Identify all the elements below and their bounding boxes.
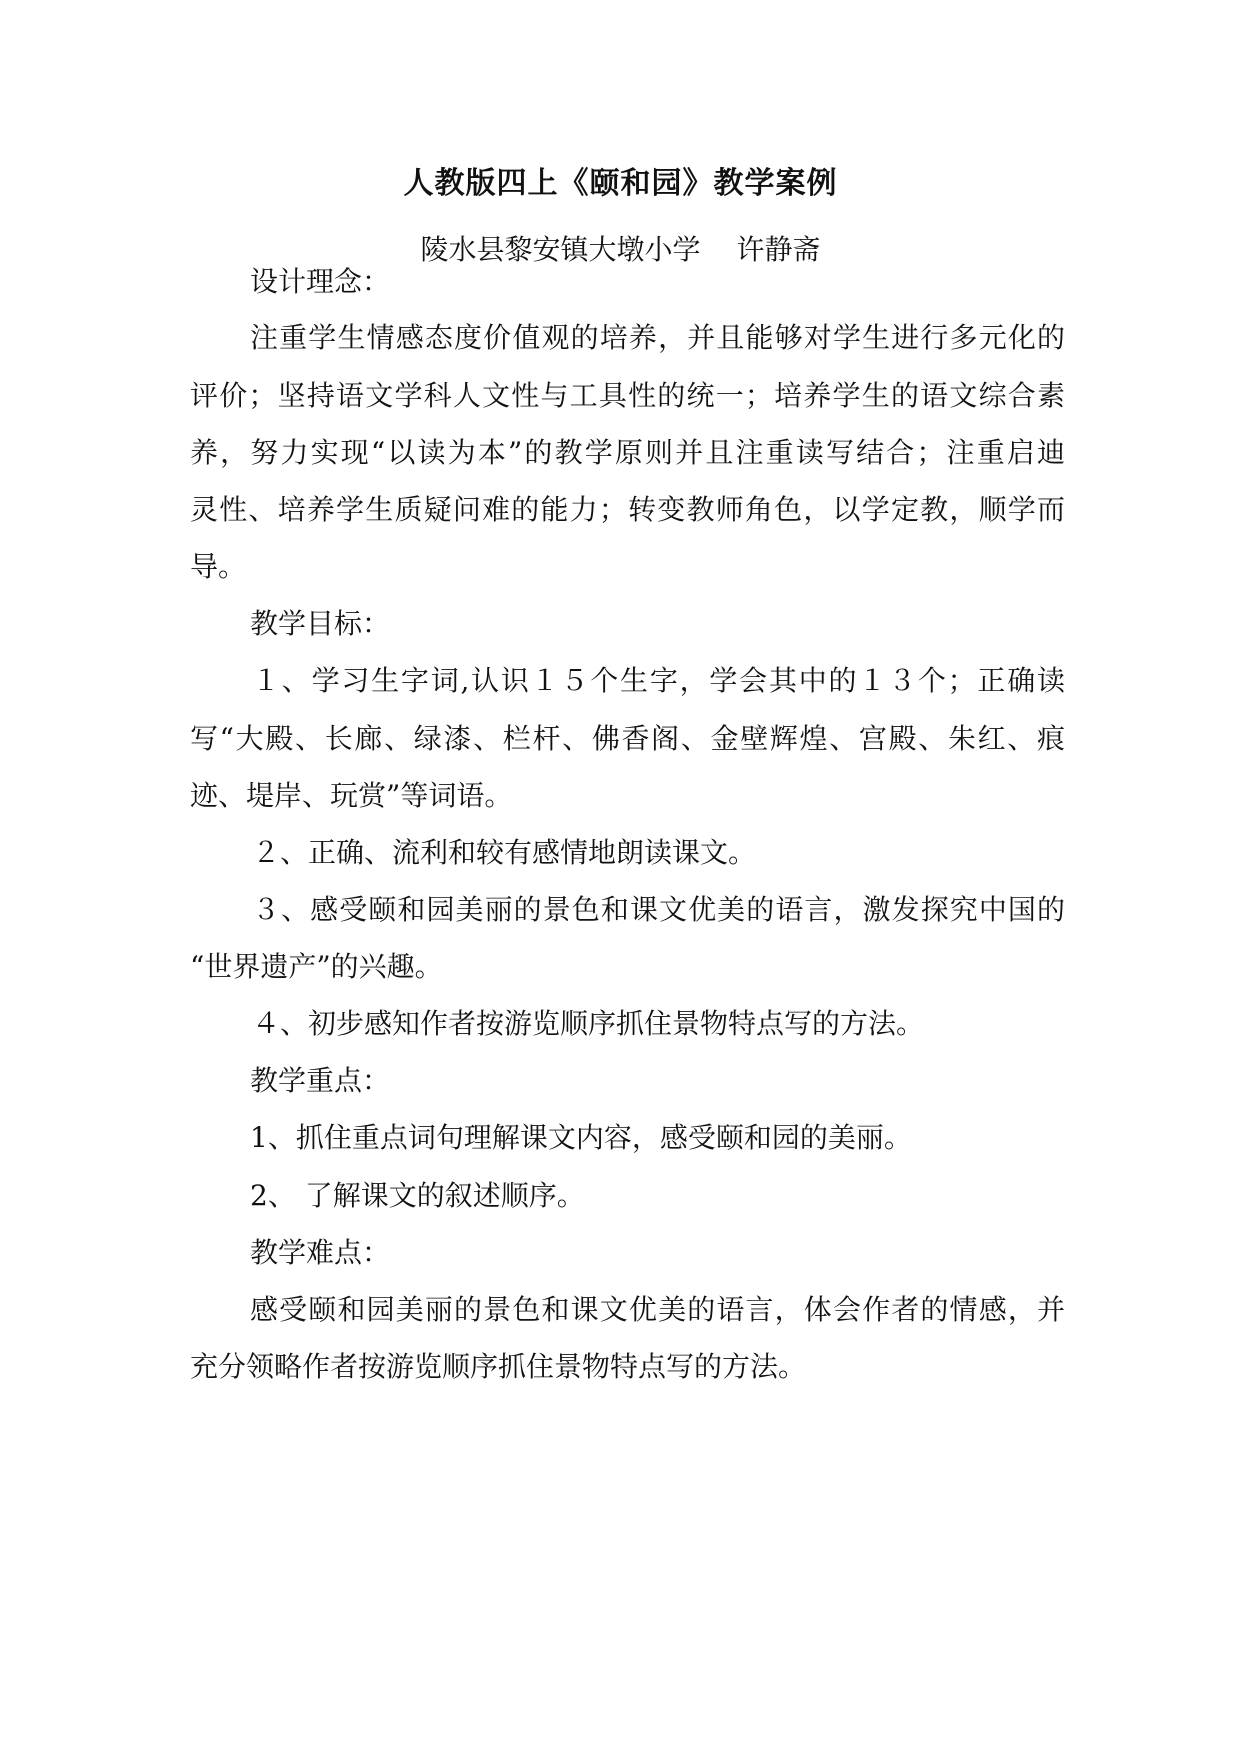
goal-1-line: １、学习生字词,认识１５个生字，学会其中的１３个；正确读 [252,664,1065,697]
author-school: 陵水县黎安镇大墩小学 [420,233,701,266]
section-heading-design: 设计理念： [250,265,391,298]
goal-4-line: ４、初步感知作者按游览顺序抓住景物特点写的方法。 [252,1007,925,1040]
key-item: 2、 了解课文的叙述顺序。 [250,1179,585,1212]
section-heading-key: 教学重点： [250,1064,391,1097]
section-heading-difficulty: 教学难点： [250,1236,391,1269]
paragraph-line: 注重学生情感态度价值观的培养，并且能够对学生进行多元化的 [250,321,1065,354]
section-heading-goals: 教学目标： [250,607,391,640]
paragraph-line: 评价；坚持语文学科人文性与工具性的统一；培养学生的语文综合素 [190,379,1065,412]
paragraph-line: 导。 [190,550,247,583]
paragraph-line: 养，努力实现“以读为本”的教学原则并且注重读写结合；注重启迪 [190,436,1065,469]
difficulty-line: 充分领略作者按游览顺序抓住景物特点写的方法。 [190,1350,807,1383]
document-title: 人教版四上《颐和园》教学案例 [403,166,838,201]
goal-3-line: ３、感受颐和园美丽的景色和课文优美的语言，激发探究中国的 [252,893,1065,926]
goal-3-line: “世界遗产”的兴趣。 [190,950,443,983]
goal-2-line: ２、正确、流利和较有感情地朗读课文。 [252,836,757,869]
goal-1-line: 迹、堤岸、玩赏”等词语。 [190,779,513,812]
paragraph-line: 灵性、培养学生质疑问难的能力；转变教师角色，以学定教，顺学而 [190,493,1065,526]
key-item: 1、抓住重点词句理解课文内容，感受颐和园的美丽。 [250,1121,912,1154]
difficulty-line: 感受颐和园美丽的景色和课文优美的语言，体会作者的情感，并 [250,1293,1065,1326]
goal-1-line: 写“大殿、长廊、绿漆、栏杆、佛香阁、金壁辉煌、宫殿、朱红、痕 [190,722,1065,755]
author-name: 许静斋 [736,233,821,266]
